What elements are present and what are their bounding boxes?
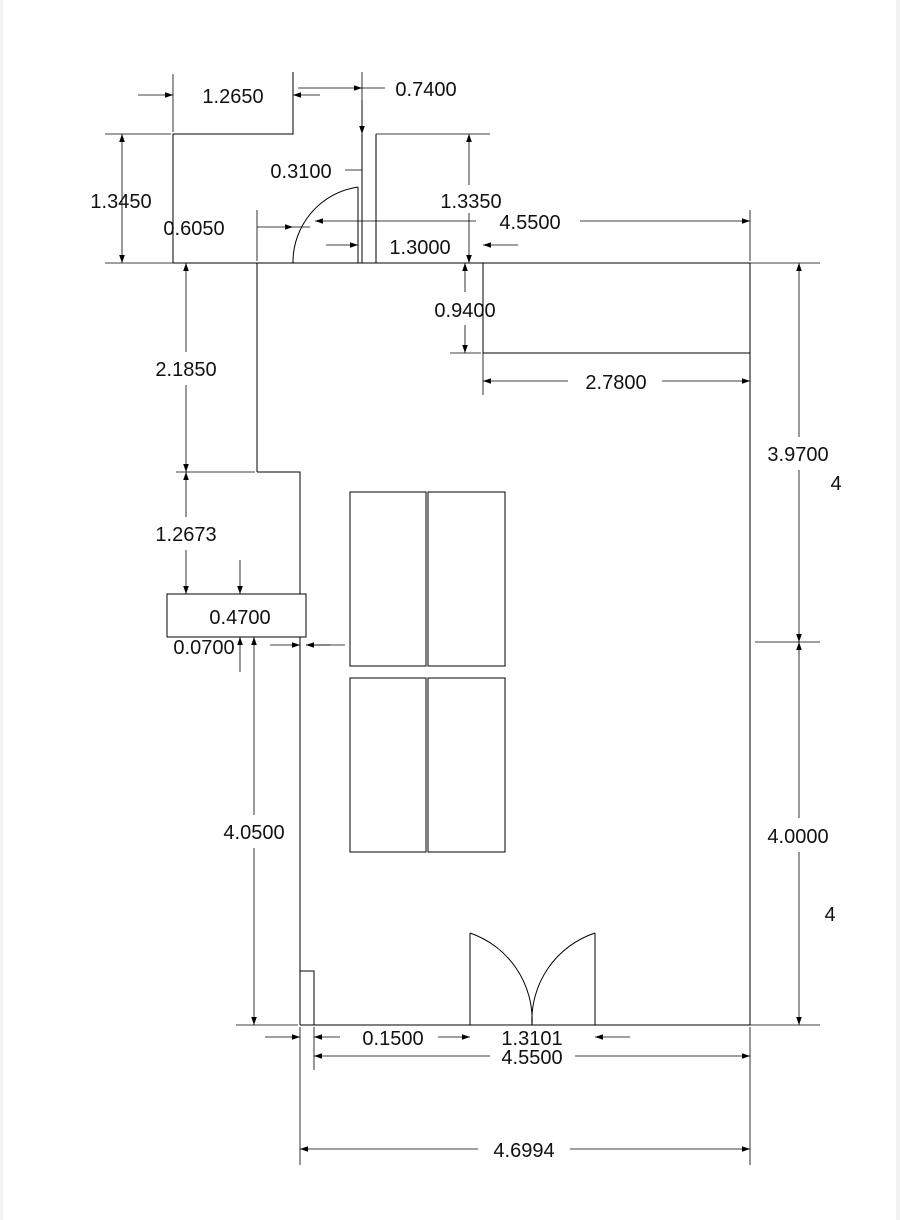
dim-ledge-width: 0.4700 xyxy=(209,607,271,629)
dim-cut-partial-lower: 4 xyxy=(824,904,836,926)
dim-bench-depth: 0.9400 xyxy=(434,300,496,322)
dim-right-upper-height: 3.9700 xyxy=(767,444,829,466)
dim-left-top-height: 1.3450 xyxy=(90,191,152,213)
dim-top-width: 1.2650 xyxy=(202,86,264,108)
dim-overall-bottom-width: 4.6994 xyxy=(493,1140,555,1162)
dim-door-gap: 0.6050 xyxy=(163,218,225,240)
dim-left-upper-height: 2.1850 xyxy=(155,359,217,381)
dim-bench-length: 2.7800 xyxy=(585,372,647,394)
dim-right-top-height: 1.3350 xyxy=(440,191,502,213)
dim-top-step: 0.3100 xyxy=(270,161,332,183)
dim-opening-width: 1.3000 xyxy=(389,237,451,259)
dim-ledge-thickness: 0.0700 xyxy=(173,637,235,659)
dim-inner-bottom-width: 4.5500 xyxy=(501,1047,563,1069)
dim-cut-partial-upper: 4 xyxy=(830,473,842,495)
dim-right-lower-height: 4.0000 xyxy=(767,826,829,848)
dim-left-lower-height: 4.0500 xyxy=(223,822,285,844)
dim-overall-top-width: 4.5500 xyxy=(499,212,561,234)
dim-step-height: 1.2673 xyxy=(155,524,217,546)
dim-top-offset: 0.7400 xyxy=(395,79,457,101)
dim-door-offset: 0.1500 xyxy=(362,1028,424,1050)
dim-double-door-width: 1.3101 xyxy=(501,1028,563,1050)
